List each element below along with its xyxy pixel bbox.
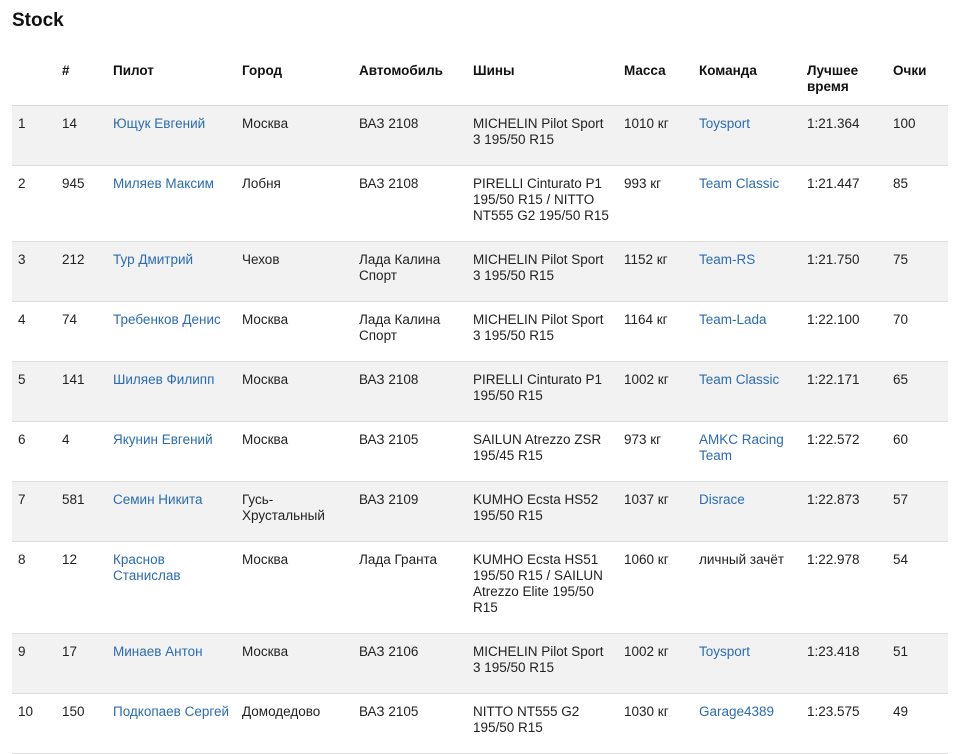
cell-city: Лобня xyxy=(236,166,353,242)
cell-tires: NITTO NT555 G2 195/50 R15 xyxy=(467,694,618,754)
cell-position: 5 xyxy=(12,362,56,422)
table-row xyxy=(12,242,948,302)
page-title: Stock xyxy=(12,10,64,31)
team-link[interactable]: Team Classic xyxy=(699,176,780,191)
header-tires: Шины xyxy=(467,55,618,106)
cell-car: Лада Калина Спорт xyxy=(353,242,467,302)
table-row xyxy=(12,634,948,694)
cell-tires: KUMHO Ecsta HS52 195/50 R15 xyxy=(467,482,618,542)
team-cell xyxy=(693,242,801,302)
cell-car: ВАЗ 2105 xyxy=(353,694,467,754)
cell-points: 49 xyxy=(887,694,948,754)
header-points: Очки xyxy=(887,55,948,106)
cell-points: 70 xyxy=(887,302,948,362)
cell-team: личный зачёт xyxy=(693,542,801,634)
cell-city: Москва xyxy=(236,362,353,422)
cell-points: 57 xyxy=(887,482,948,542)
team-cell xyxy=(693,694,801,754)
pilot-cell xyxy=(107,302,236,362)
cell-car: ВАЗ 2108 xyxy=(353,362,467,422)
pilot-cell xyxy=(107,166,236,242)
cell-points: 100 xyxy=(887,106,948,166)
cell-city: Домодедово xyxy=(236,694,353,754)
pilot-cell xyxy=(107,106,236,166)
cell-best-time: 1:21.750 xyxy=(801,242,887,302)
cell-best-time: 1:22.100 xyxy=(801,302,887,362)
cell-points: 60 xyxy=(887,422,948,482)
pilot-cell xyxy=(107,694,236,754)
cell-city: Чехов xyxy=(236,242,353,302)
cell-number: 150 xyxy=(56,694,107,754)
pilot-link[interactable]: Требенков Денис xyxy=(113,312,221,327)
cell-number: 14 xyxy=(56,106,107,166)
cell-number: 4 xyxy=(56,422,107,482)
cell-number: 141 xyxy=(56,362,107,422)
cell-car: ВАЗ 2108 xyxy=(353,166,467,242)
cell-tires: SAILUN Atrezzo ZSR 195/45 R15 xyxy=(467,422,618,482)
table-row xyxy=(12,302,948,362)
header-city: Город xyxy=(236,55,353,106)
table-row xyxy=(12,422,948,482)
cell-tires: PIRELLI Cinturato P1 195/50 R15 / NITTO NT555 G2 195/50 R15 xyxy=(467,166,618,242)
team-link[interactable]: Toysport xyxy=(699,116,751,131)
pilot-cell xyxy=(107,242,236,302)
cell-car: ВАЗ 2109 xyxy=(353,482,467,542)
cell-points: 75 xyxy=(887,242,948,302)
cell-points: 54 xyxy=(887,542,948,634)
pilot-link[interactable]: Семин Никита xyxy=(113,492,203,507)
cell-points: 65 xyxy=(887,362,948,422)
cell-mass: 1152 кг xyxy=(618,242,693,302)
pilot-cell xyxy=(107,422,236,482)
results-table xyxy=(12,55,948,754)
cell-position: 2 xyxy=(12,166,56,242)
team-cell xyxy=(693,362,801,422)
cell-city: Москва xyxy=(236,634,353,694)
team-cell xyxy=(693,422,801,482)
cell-tires: KUMHO Ecsta HS51 195/50 R15 / SAILUN Atrezzo Elite 195/50 R15 xyxy=(467,542,618,634)
cell-best-time: 1:21.447 xyxy=(801,166,887,242)
pilot-link[interactable]: Краснов Станислав xyxy=(113,552,181,583)
pilot-cell xyxy=(107,634,236,694)
table-row xyxy=(12,482,948,542)
cell-mass: 1010 кг xyxy=(618,106,693,166)
pilot-link[interactable]: Минаев Антон xyxy=(113,644,203,659)
cell-city: Москва xyxy=(236,542,353,634)
pilot-link[interactable]: Миляев Максим xyxy=(113,176,214,191)
cell-car: Лада Калина Спорт xyxy=(353,302,467,362)
cell-position: 9 xyxy=(12,634,56,694)
team-cell xyxy=(693,106,801,166)
cell-mass: 993 кг xyxy=(618,166,693,242)
cell-number: 74 xyxy=(56,302,107,362)
cell-mass: 973 кг xyxy=(618,422,693,482)
header-team: Команда xyxy=(693,55,801,106)
cell-number: 212 xyxy=(56,242,107,302)
team-link[interactable]: AMKC Racing Team xyxy=(699,432,784,463)
cell-position: 7 xyxy=(12,482,56,542)
cell-mass: 1002 кг xyxy=(618,362,693,422)
pilot-cell xyxy=(107,482,236,542)
cell-city: Москва xyxy=(236,106,353,166)
cell-best-time: 1:22.572 xyxy=(801,422,887,482)
cell-number: 17 xyxy=(56,634,107,694)
cell-points: 51 xyxy=(887,634,948,694)
cell-car: Лада Гранта xyxy=(353,542,467,634)
team-cell xyxy=(693,302,801,362)
team-cell xyxy=(693,634,801,694)
table-row xyxy=(12,694,948,754)
cell-tires: MICHELIN Pilot Sport 3 195/50 R15 xyxy=(467,634,618,694)
pilot-cell xyxy=(107,362,236,422)
table-row xyxy=(12,542,948,634)
team-link[interactable]: Team-RS xyxy=(699,252,756,267)
cell-car: ВАЗ 2108 xyxy=(353,106,467,166)
pilot-link[interactable]: Тур Дмитрий xyxy=(113,252,194,267)
table-header-row xyxy=(12,55,948,106)
cell-position: 3 xyxy=(12,242,56,302)
cell-city: Гусь-Хрустальный xyxy=(236,482,353,542)
cell-tires: MICHELIN Pilot Sport 3 195/50 R15 xyxy=(467,302,618,362)
cell-position: 1 xyxy=(12,106,56,166)
pilot-link[interactable]: Шиляев Филипп xyxy=(113,372,215,387)
cell-tires: PIRELLI Cinturato P1 195/50 R15 xyxy=(467,362,618,422)
cell-tires: MICHELIN Pilot Sport 3 195/50 R15 xyxy=(467,106,618,166)
team-link[interactable]: Team Classic xyxy=(699,372,780,387)
cell-tires: MICHELIN Pilot Sport 3 195/50 R15 xyxy=(467,242,618,302)
table-row xyxy=(12,106,948,166)
team-link[interactable]: Toysport xyxy=(699,644,751,659)
cell-number: 581 xyxy=(56,482,107,542)
cell-best-time: 1:22.171 xyxy=(801,362,887,422)
cell-number: 945 xyxy=(56,166,107,242)
team-link[interactable]: Garage4389 xyxy=(699,704,775,719)
cell-position: 6 xyxy=(12,422,56,482)
team-cell xyxy=(693,482,801,542)
header-number: # xyxy=(56,55,107,106)
cell-mass: 1060 кг xyxy=(618,542,693,634)
cell-mass: 1164 кг xyxy=(618,302,693,362)
cell-city: Москва xyxy=(236,422,353,482)
team-cell xyxy=(693,166,801,242)
table-row xyxy=(12,362,948,422)
header-best-time: Лучшее время xyxy=(801,55,887,106)
cell-position: 4 xyxy=(12,302,56,362)
cell-car: ВАЗ 2105 xyxy=(353,422,467,482)
team-link[interactable]: Disrace xyxy=(699,492,745,507)
table-row xyxy=(12,166,948,242)
cell-mass: 1002 кг xyxy=(618,634,693,694)
cell-number: 12 xyxy=(56,542,107,634)
cell-points: 85 xyxy=(887,166,948,242)
cell-best-time: 1:21.364 xyxy=(801,106,887,166)
cell-car: ВАЗ 2106 xyxy=(353,634,467,694)
cell-position: 10 xyxy=(12,694,56,754)
cell-best-time: 1:23.418 xyxy=(801,634,887,694)
cell-best-time: 1:23.575 xyxy=(801,694,887,754)
team-link[interactable]: Team-Lada xyxy=(699,312,767,327)
header-pilot: Пилот xyxy=(107,55,236,106)
pilot-link[interactable]: Подкопаев Сергей xyxy=(113,704,230,719)
cell-best-time: 1:22.873 xyxy=(801,482,887,542)
cell-city: Москва xyxy=(236,302,353,362)
cell-best-time: 1:22.978 xyxy=(801,542,887,634)
cell-position: 8 xyxy=(12,542,56,634)
pilot-link[interactable]: Ющук Евгений xyxy=(113,116,206,131)
pilot-link[interactable]: Якунин Евгений xyxy=(113,432,213,447)
header-position xyxy=(12,55,56,106)
header-car: Автомобиль xyxy=(353,55,467,106)
pilot-cell xyxy=(107,542,236,634)
cell-mass: 1037 кг xyxy=(618,482,693,542)
header-mass: Масса xyxy=(618,55,693,106)
cell-mass: 1030 кг xyxy=(618,694,693,754)
